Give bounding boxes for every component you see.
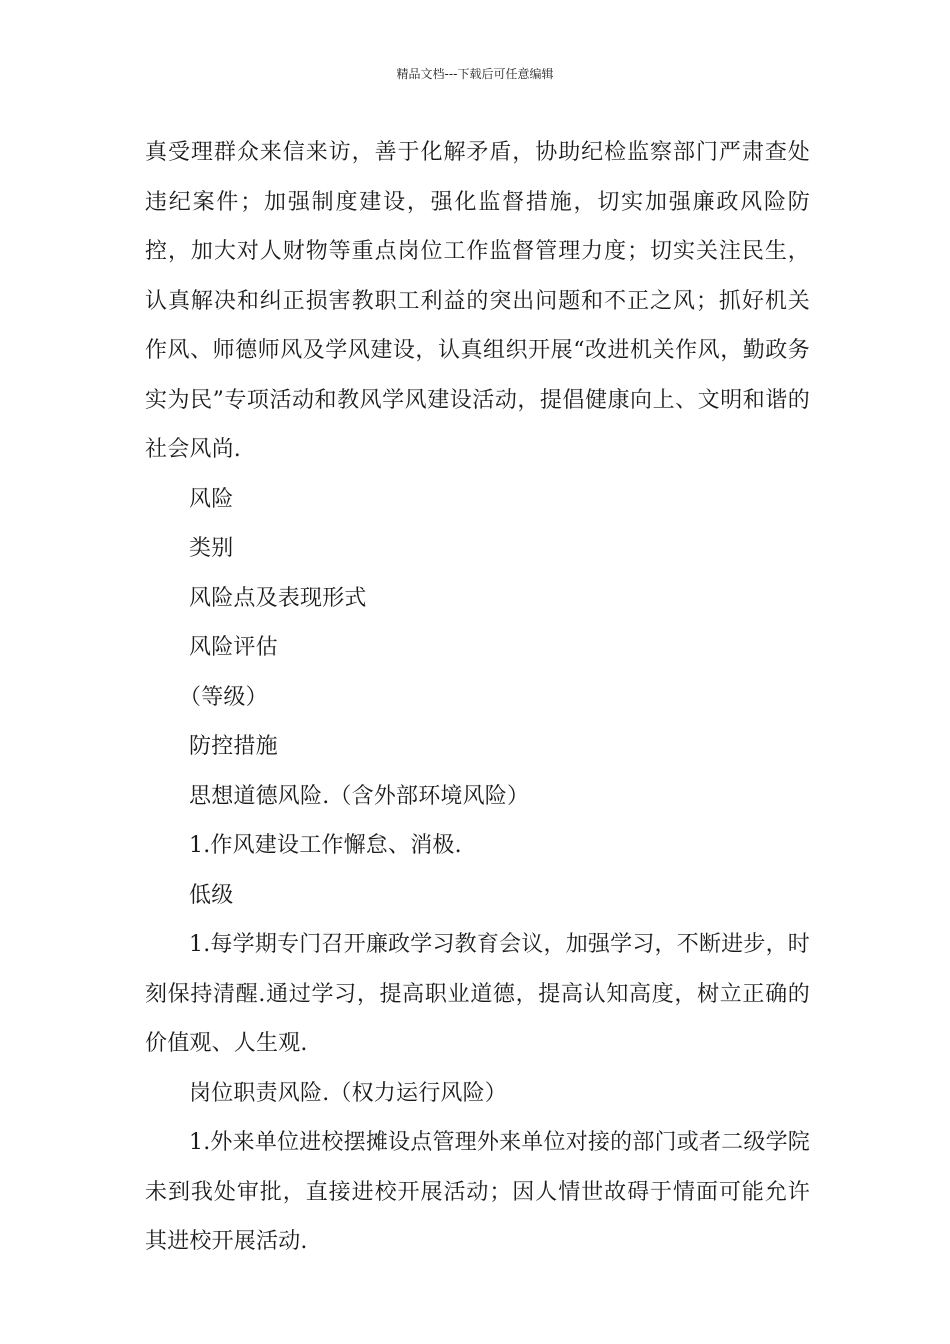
page-header: 精品文档---下载后可任意编辑 — [396, 67, 554, 81]
table-header-risk-points: 风险点及表现形式 — [189, 585, 367, 611]
risk-type-ideology: 思想道德风险.（含外部环境风险） — [189, 783, 530, 809]
table-header-level: （等级） — [179, 684, 268, 710]
risk-level: 低级 — [189, 882, 234, 908]
risk-type-duty: 岗位职责风险.（权力运行风险） — [189, 1080, 507, 1106]
risk-point-item: 1.外来单位进校摆摊设点管理外来单位对接的部门或者二级学院未到我处审批，直接进校开展活动；因人情世故碍于情面可能允许其进校开展活动. — [145, 1130, 810, 1254]
prevention-measure: 1.每学期专门召开廉政学习教育会议，加强学习，不断进步，时刻保持清醒.通过学习，提高职业道德，提高认知高度，树立正确的价值观、人生观. — [145, 932, 810, 1056]
document-body — [145, 128, 810, 1267]
table-header-risk: 风险 — [189, 486, 234, 512]
table-header-risk-assessment: 风险评估 — [189, 635, 278, 660]
risk-point-item: 1.作风建设工作懈怠、消极. — [189, 833, 462, 858]
table-header-prevention: 防控措施 — [189, 734, 278, 759]
paragraph-continuation: 真受理群众来信来访，善于化解矛盾，协助纪检监察部门严肃查处违纪案件；加强制度建设，强化监督措施，切实加强廉政风险防控，加大对人财物等重点岗位工作监督管理力度；切实关注民生，认真解决和纠正损害教职工利益的突出问题和不正之风；抓好机关作风、师德师风及学风建设，认真组织开展“改进机关作风，勤政务实为民”专项活动和教风学风建设活动，提倡健康向上、文明和谐的社会风尚. — [145, 140, 810, 462]
table-header-category: 类别 — [189, 536, 234, 561]
